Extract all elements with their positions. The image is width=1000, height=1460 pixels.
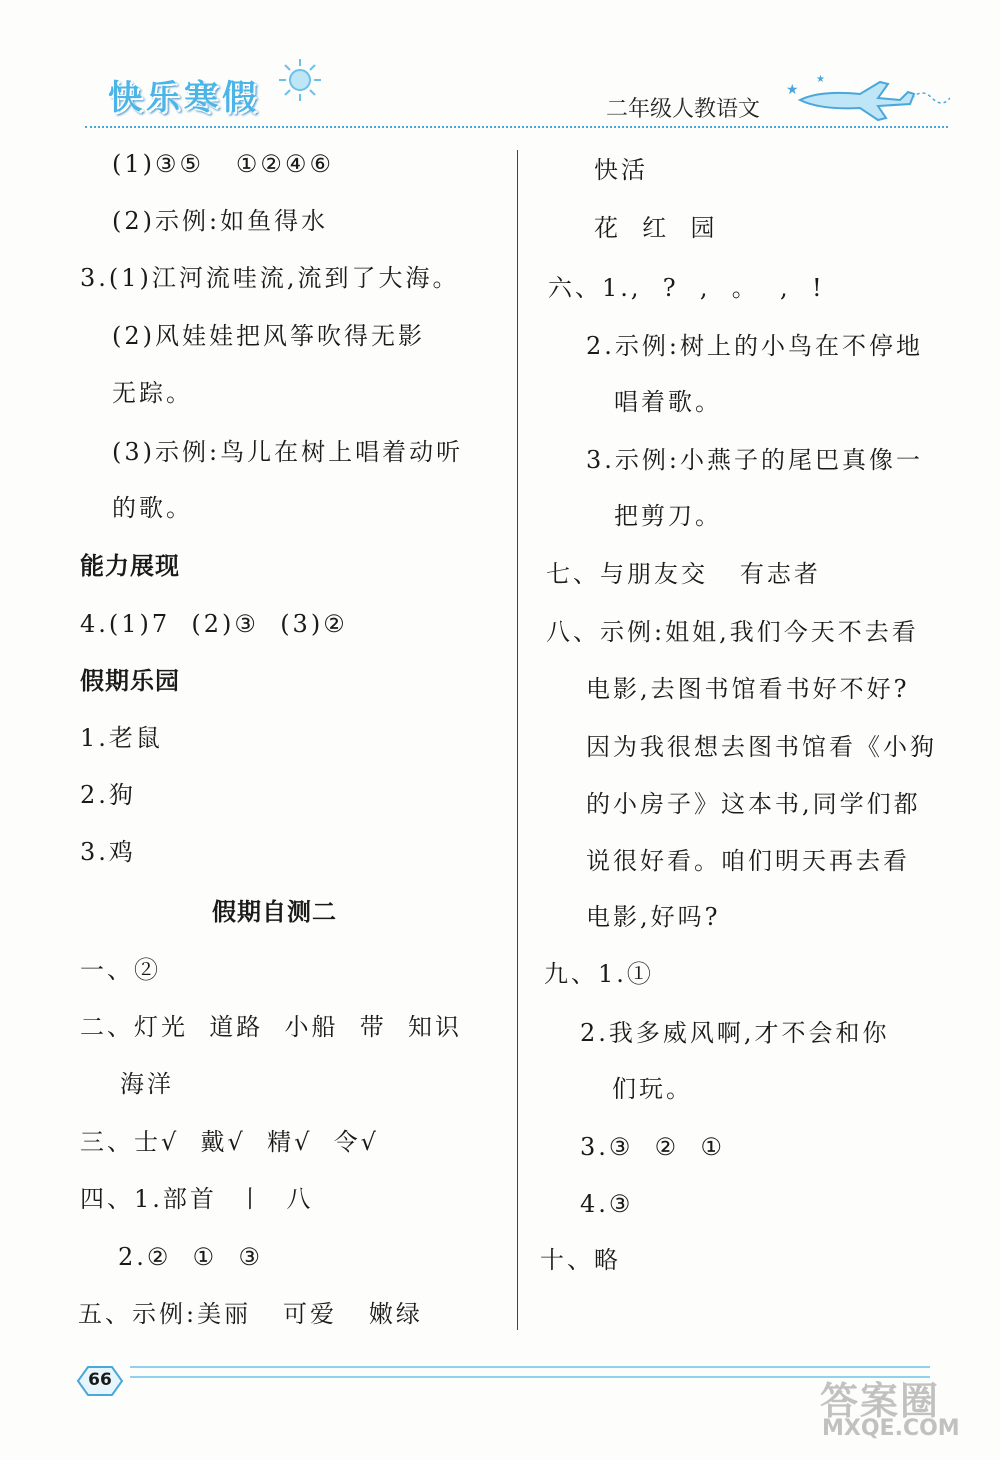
right-line-11: 因为我很想去图书馆看《小狗: [586, 733, 937, 761]
right-line-13: 说很好看。咱们明天再去看: [586, 847, 910, 875]
left-line-11: 1.老鼠: [80, 724, 163, 752]
page-number-badge: [72, 1364, 128, 1398]
left-line-6: (3)示例:鸟儿在树上唱着动听: [112, 438, 464, 466]
right-line-9: 八、示例:姐姐,我们今天不去看: [546, 618, 919, 646]
left-line-7: 的歌。: [112, 494, 193, 522]
left-line-1: (1)③⑤ ①②④⑥: [112, 150, 334, 178]
left-line-20: 2.② ① ③: [118, 1243, 263, 1271]
footer-divider: [130, 1366, 930, 1378]
right-line-15: 九、1.①: [544, 960, 654, 988]
left-line-19: 四、1.部首 丨 八: [80, 1185, 314, 1213]
right-line-5: 唱着歌。: [614, 388, 722, 416]
right-line-6: 3.示例:小燕子的尾巴真像一: [586, 446, 923, 474]
right-line-12: 的小房子》这本书,同学们都: [586, 790, 921, 818]
header-divider: [85, 126, 948, 128]
right-line-18: 3.③ ② ①: [580, 1133, 725, 1161]
right-line-1: 快活: [594, 156, 648, 184]
left-line-12: 2.狗: [80, 781, 136, 809]
right-line-17: 们玩。: [612, 1075, 693, 1103]
right-line-16: 2.我多威风啊,才不会和你: [580, 1019, 890, 1047]
left-line-9: 4.(1)7 (2)③ (3)②: [80, 610, 348, 638]
right-line-7: 把剪刀。: [614, 502, 722, 530]
left-line-15: 一、②: [80, 956, 161, 984]
left-line-17: 海洋: [120, 1070, 174, 1098]
right-line-20: 十、略: [540, 1246, 621, 1274]
watermark: [820, 1370, 990, 1450]
left-line-16: 二、灯光 道路 小船 带 知识: [80, 1013, 463, 1041]
watermark-logo: 答案圈: [820, 1379, 941, 1423]
sun-icon: [275, 55, 325, 105]
left-line-18: 三、士√ 戴√ 精√ 令√: [80, 1128, 379, 1156]
left-line-4: (2)风娃娃把风筝吹得无影: [112, 322, 425, 350]
column-divider: [517, 150, 518, 1330]
right-line-2: 花 红 园: [594, 214, 718, 242]
section-heading-self-test: 假期自测二: [212, 898, 337, 926]
header-title: 二年级人教语文: [606, 97, 761, 122]
section-heading-holiday-park: 假期乐园: [80, 667, 180, 695]
svg-text:★: ★: [816, 74, 825, 85]
right-line-10: 电影,去图书馆看书好不好?: [586, 675, 910, 703]
logo-text: 快乐寒假: [108, 78, 260, 118]
right-line-4: 2.示例:树上的小鸟在不停地: [586, 332, 923, 360]
left-line-3: 3.(1)江河流哇流,流到了大海。: [80, 264, 460, 292]
section-heading-ability: 能力展现: [80, 552, 180, 580]
left-line-5: 无踪。: [112, 379, 193, 407]
right-line-14: 电影,好吗?: [586, 903, 721, 931]
left-line-21: 五、示例:美丽 可爱 嫩绿: [78, 1300, 423, 1328]
page-number: 66: [88, 1370, 112, 1390]
left-line-13: 3.鸡: [80, 838, 136, 866]
airplane-icon: [780, 72, 950, 128]
right-line-19: 4.③: [580, 1190, 634, 1218]
right-line-3: 六、1., ? , 。 , !: [548, 274, 825, 302]
left-line-2: (2)示例:如鱼得水: [112, 207, 329, 235]
watermark-url: MXQE.COM: [822, 1416, 960, 1441]
right-line-8: 七、与朋友交 有志者: [546, 560, 821, 588]
svg-text:★: ★: [786, 82, 799, 98]
